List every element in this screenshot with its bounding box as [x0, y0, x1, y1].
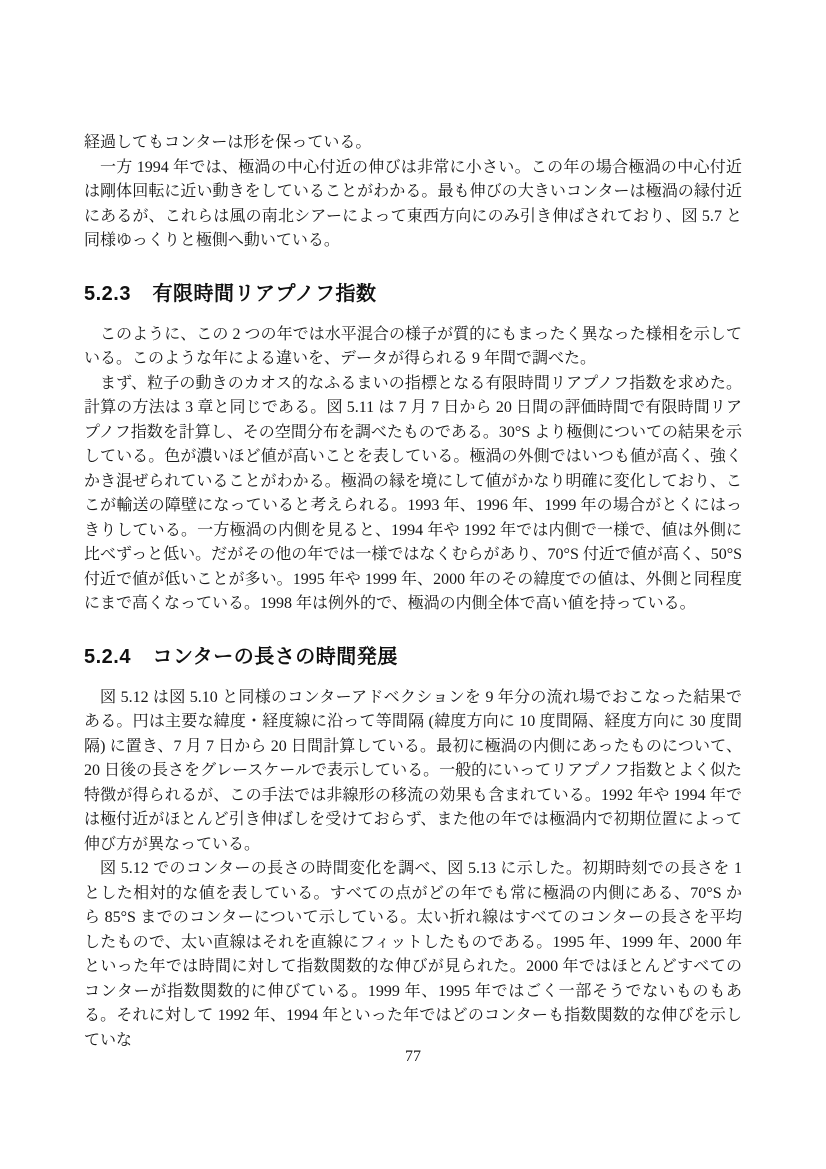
- paragraph: 図 5.12 は図 5.10 と同様のコンターアドベクションを 9 年分の流れ場でおこなった結果である。円は主要な緯度・経度線に沿って等間隔 (緯度方向に 10 度間隔、経度方向に 30 度間隔) に置き、7 月 7 日から 20 日間計算している。最初に極渦の内側にあったものについて、20 日後の長さをグレースケールで表示している。一般的にいってリアプノフ指数とよく似た特徴が得られるが、この手法では非線形の移流の効果も含まれている。1992 年や 1994 年では極付近がほとんど引き伸ばしを受けておらず、また他の年では極渦内で初期位置によって伸び方が異なっている。: [84, 688, 742, 853]
- section-heading-5-2-4: [84, 643, 742, 671]
- paragraph-continuation: 経過してもコンターは形を保っている。: [84, 134, 372, 151]
- paragraph: このように、この 2 つの年では水平混合の様子が質的にもまったく異なった様相を示している。このような年による違いを、データが得られる 9 年間で調べた。: [84, 325, 742, 367]
- page-number: 77: [405, 1048, 421, 1065]
- section-title: 有限時間リアプノフ指数: [152, 282, 377, 305]
- paragraph: まず、粒子の動きのカオス的なふるまいの指標となる有限時間リアプノフ指数を求めた。計算の方法は 3 章と同じである。図 5.11 は 7 月 7 日から 20 日間の評価時間で有限時間リアプノフ指数を計算し、その空間分布を調べたものである。30°S より極側についての結果を示している。色が濃いほど値が高いことを表している。極渦の外側ではいつも値が高く、強くかき混ぜられていることがわかる。極渦の縁を境にして値がかなり明確に変化しており、ここが輸送の障壁になっていると考えられる。1993 年、1996 年、1999 年の場合がとくにはっきりしている。一方極渦の内側を見ると、1994 年や 1992 年では内側で一様で、値は外側に比べずっと低い。だがその他の年では一様ではなくむらがあり、70°S 付近で値が高く、50°S 付近で値が低いことが多い。1995 年や 1999 年、2000 年のその緯度での値は、外側と同程度にまで高くなっている。1998 年は例外的で、極渦の内側全体で高い値を持っている。: [84, 374, 742, 612]
- section-title: コンターの長さの時間発展: [152, 645, 398, 668]
- section-number: 5.2.4: [84, 645, 131, 668]
- paragraph: 一方 1994 年では、極渦の中心付近の伸びは非常に小さい。この年の場合極渦の中心付近は剛体回転に近い動きをしていることがわかる。最も伸びの大きいコンターは極渦の縁付近にあるが、これらは風の南北シアーによって東西方向にのみ引き伸ばされており、図 5.7 と同様ゆっくりと極側へ動いている。: [84, 158, 742, 249]
- paragraph: 図 5.12 でのコンターの長さの時間変化を調べ、図 5.13 に示した。初期時刻での長さを 1 とした相対的な値を表している。すべての点がどの年でも常に極渦の内側にある、70°S から 85°S までのコンターについて示している。太い折れ線はすべてのコンターの長さを平均したもので、太い直線はそれを直線にフィットしたものである。1995 年、1999 年、2000 年といった年では時間に対して指数関数的な伸びが見られた。2000 年ではほとんどすべてのコンターが指数関数的に伸びている。1999 年、1995 年ではごく一部そうでないものもある。それに対して 1992 年、1994 年といった年ではどのコンターも指数関数的な伸びを示していな: [84, 860, 742, 1049]
- section-heading-5-2-3: [84, 280, 742, 308]
- text-block: [84, 131, 742, 1053]
- section-number: 5.2.3: [84, 282, 131, 305]
